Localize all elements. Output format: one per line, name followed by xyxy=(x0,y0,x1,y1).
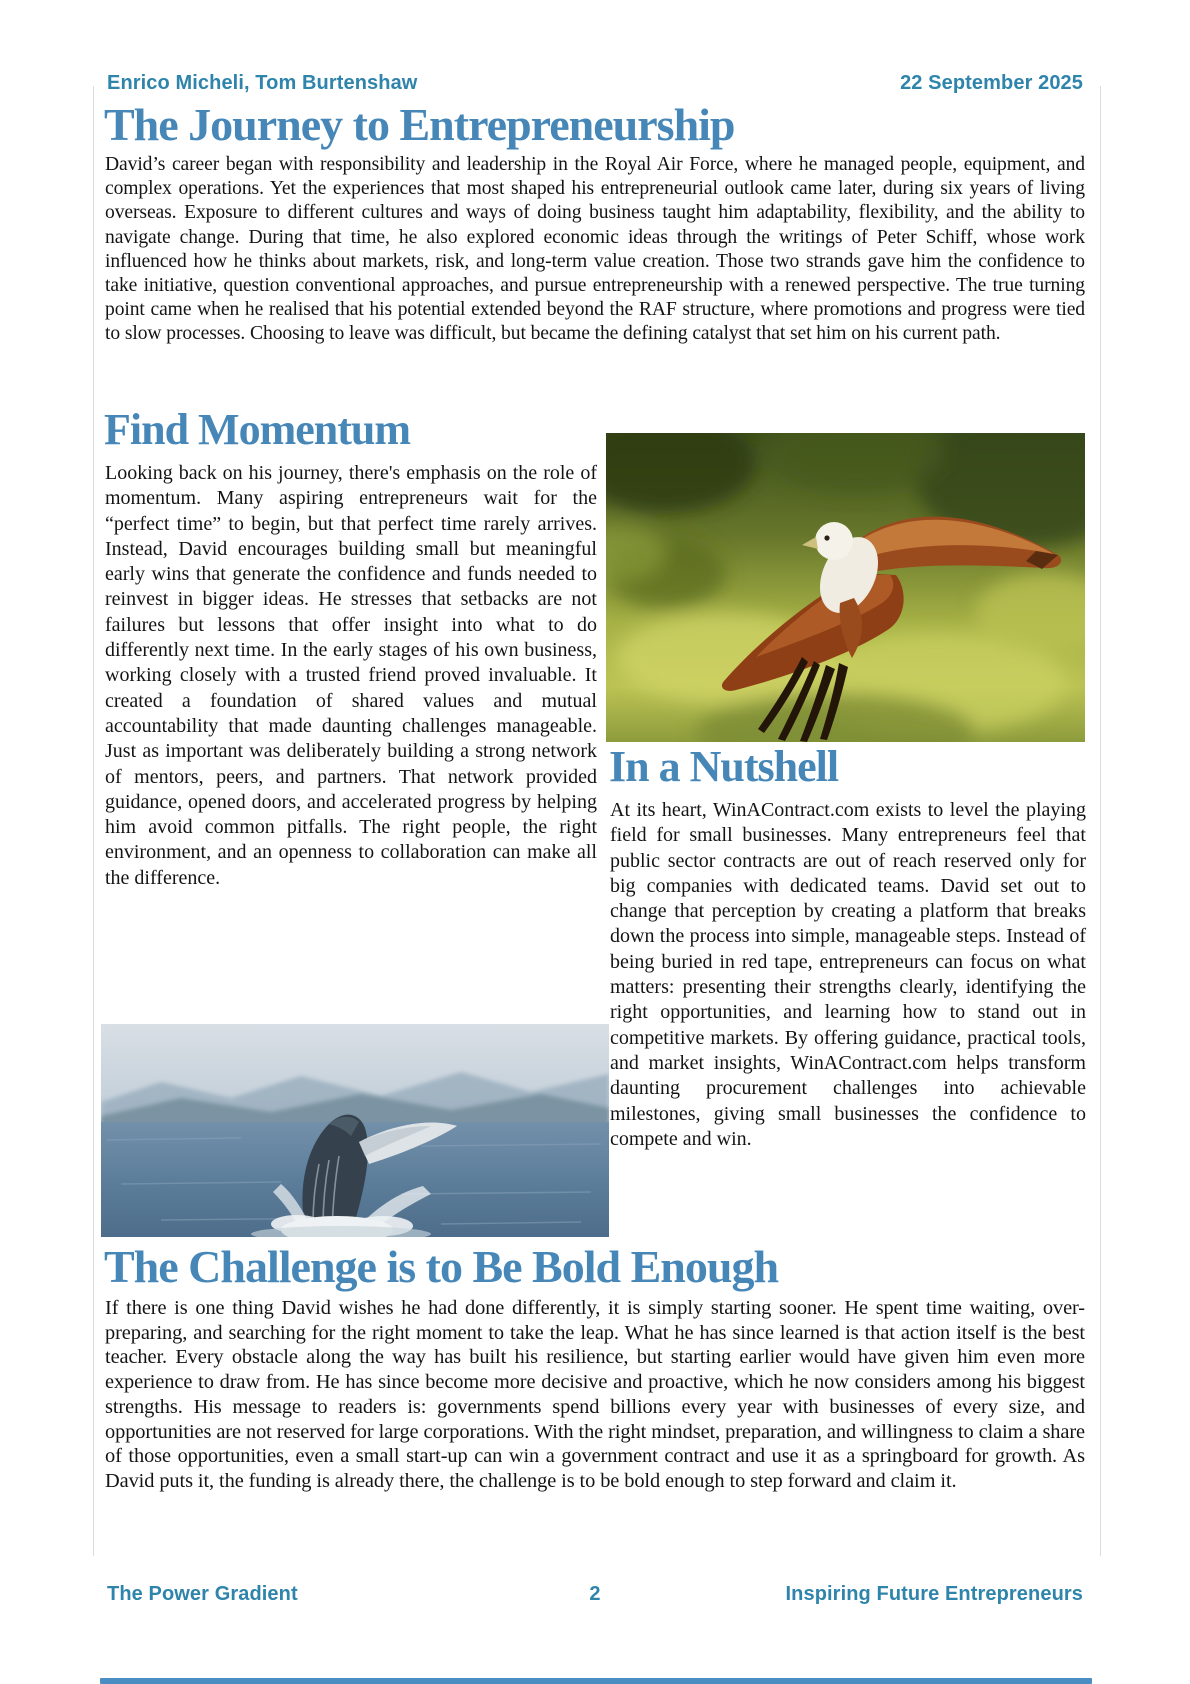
article-title-momentum: Find Momentum xyxy=(104,405,410,454)
page-edge-left xyxy=(93,86,94,1556)
article-body-momentum: Looking back on his journey, there's emphasis on the role of momentum. Many aspiring entrepreneurs wait for the “perfect time” to begin, but that perfect time rarely arrives. Instead, David encourages building small but meaningful early wins that generate the confidence and funds needed to reinvest in bigger ideas. He stresses that setbacks are not failures but lessons that offer insight into what to do differently next time. In the early stages of his own business, working closely with a trusted friend proved invaluable. It created a foundation of shared values and mutual accountability that made daunting challenges manageable. Just as important was deliberately building a strong network of mentors, peers, and partners. That network provided guidance, opened doors, and accelerated progress by helping him avoid common pitfalls. The right people, the right environment, and an openness to collaboration can make all the difference. xyxy=(105,462,597,889)
header-authors: Enrico Micheli, Tom Burtenshaw xyxy=(107,72,418,94)
article-title-journey: The Journey to Entrepreneurship xyxy=(104,99,735,150)
page-edge-right xyxy=(1100,86,1101,1556)
article-body-bold: If there is one thing David wishes he had done differently, it is simply starting sooner. He spent time waiting, over-preparing, and searching for the right moment to take the leap. What he has since learned is that action itself is the best teacher. Every obstacle along the way has built his resilience, but starting earlier would have given him even more experience to draw from. He has since become more decisive and proactive, which he now considers among his biggest strengths. His message to readers is: governments spend billions every year with businesses of every size, and opportunities are not reserved for large corporations. With the right mindset, preparation, and willingness to claim a share of those opportunities, even a small start-up can win a government contract and use it as a springboard for growth. As David puts it, the funding is already there, the challenge is to be bold enough to step forward and claim it. xyxy=(105,1297,1085,1492)
bottom-accent-bar xyxy=(100,1678,1092,1684)
article-body-nutshell: At its heart, WinAContract.com exists to level the playing field for small businesses. Many entrepreneurs feel that public sector contracts are out of reach reserved only for big companies with dedicated teams. David set out to change that perception by creating a platform that breaks down the process into simple, manageable steps. Instead of being buried in red tape, entrepreneurs can focus on what matters: presenting their strengths clearly, identifying the right opportunities, and learning how to stand out in competitive markets. By offering guidance, practical tools, and market insights, WinAContract.com helps transform daunting procurement challenges into achievable milestones, giving small businesses the confidence to compete and win. xyxy=(610,799,1086,1150)
article-title-bold: The Challenge is to Be Bold Enough xyxy=(104,1241,779,1292)
bird-photo xyxy=(606,433,1085,742)
whale-photo xyxy=(101,1024,609,1237)
article-body-journey: David’s career began with responsibility and leadership in the Royal Air Force, where he managed people, equipment, and complex operations. Yet the experiences that most shaped his entrepreneurial outlook came later, during six years of living overseas. Exposure to different cultures and ways of doing business taught him adaptability, flexibility, and the ability to navigate change. During that time, he also explored economic ideas through the writings of Peter Schiff, whose work influenced how he thinks about markets, risk, and long-term value creation. Those two strands gave him the confidence to take initiative, question conventional approaches, and pursue entrepreneurship with a renewed perspective. The true turning point came when he realised that his potential extended beyond the RAF structure, where promotions and progress were tied to slow processes. Choosing to leave was difficult, but became the defining catalyst that set him on his current path. xyxy=(105,154,1085,345)
article-title-nutshell: In a Nutshell xyxy=(609,742,839,791)
header-date: 22 September 2025 xyxy=(900,72,1083,94)
footer-publication: The Power Gradient xyxy=(107,1583,298,1605)
footer-page-number: 2 xyxy=(589,1583,601,1605)
footer-tagline: Inspiring Future Entrepreneurs xyxy=(785,1583,1083,1605)
